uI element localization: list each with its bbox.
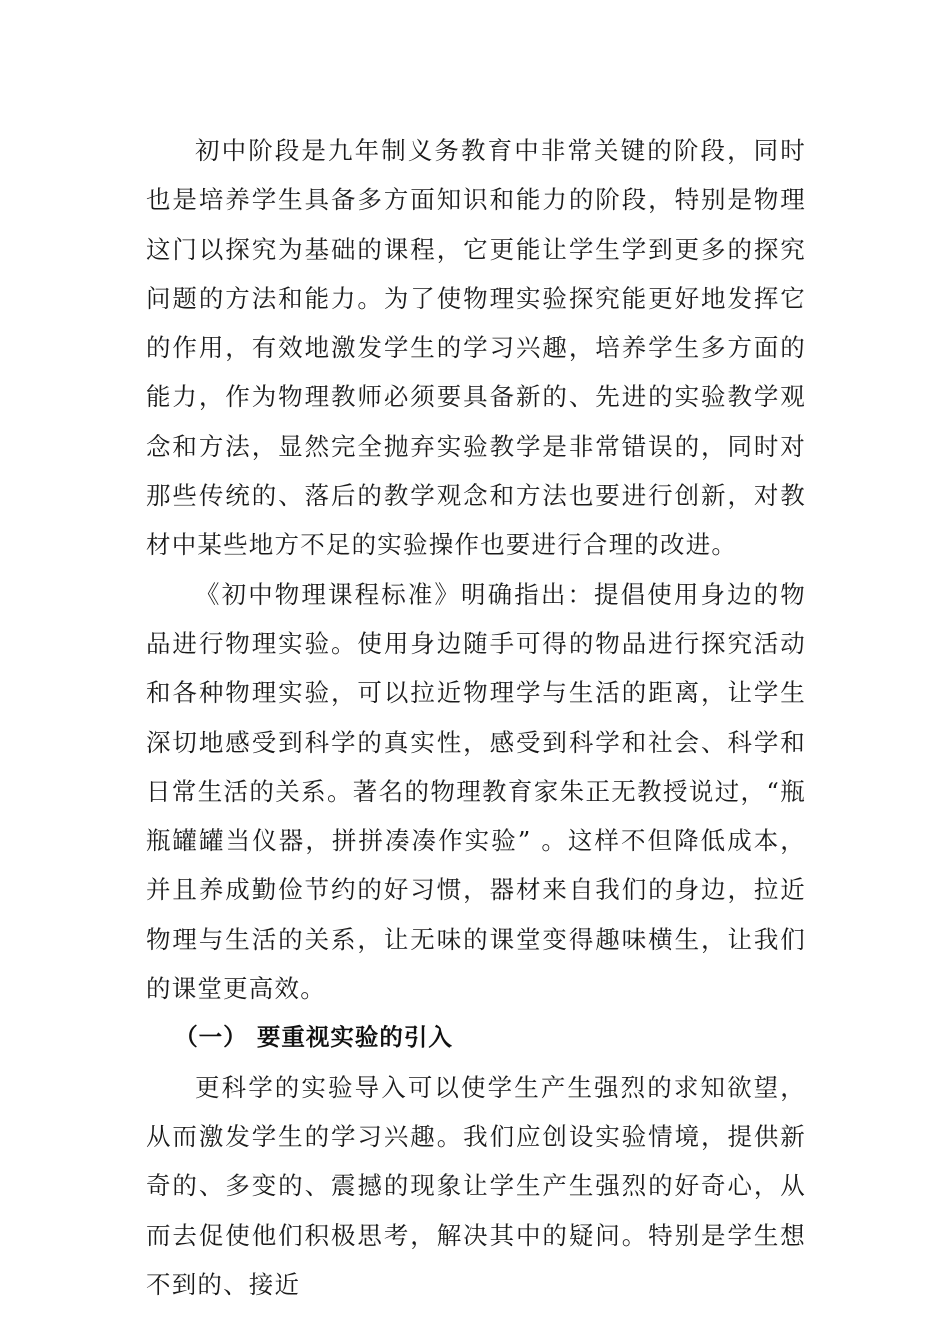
section-heading: （一） 要重视实验的引入 (174, 1023, 453, 1052)
document-body (146, 126, 806, 1309)
section-paragraph: 更科学的实验导入可以使学生产生强烈的求知欲望，从而激发学生的学习兴趣。我们应创设实验情境，提供新奇的、多变的、震撼的现象让学生产生强烈的好奇心，从而去促使他们积极思考，解决其中的疑问。特别是学生想不到的、接近 (146, 1072, 806, 1299)
intro-paragraph: 初中阶段是九年制义务教育中非常关键的阶段，同时也是培养学生具备多方面知识和能力的阶段，特别是物理这门以探究为基础的课程，它更能让学生学到更多的探究问题的方法和能力。为了使物理实验探究能更好地发挥它的作用，有效地激发学生的学习兴趣，培养学生多方面的能力，作为物理教师必须要具备新的、先进的实验教学观念和方法，显然完全抛弃实验教学是非常错误的，同时对那些传统的、落后的教学观念和方法也要进行创新，对教材中某些地方不足的实验操作也要进行合理的改进。 (146, 136, 806, 560)
curriculum-standard-paragraph: 《初中物理课程标准》明确指出：提倡使用身边的物品进行物理实验。使用身边随手可得的物品进行探究活动和各种物理实验，可以拉近物理学与生活的距离，让学生深切地感受到科学的真实性，感受到科学和社会、科学和日常生活的关系。著名的物理教育家朱正无教授说过，“瓶瓶罐罐当仪器，拼拼凑凑作实验” 。这样不但降低成本，并且养成勤俭节约的好习惯，器材来自我们的身边，拉近物理与生活的关系，让无味的课堂变得趣味横生，让我们的课堂更高效。 (146, 579, 806, 1004)
